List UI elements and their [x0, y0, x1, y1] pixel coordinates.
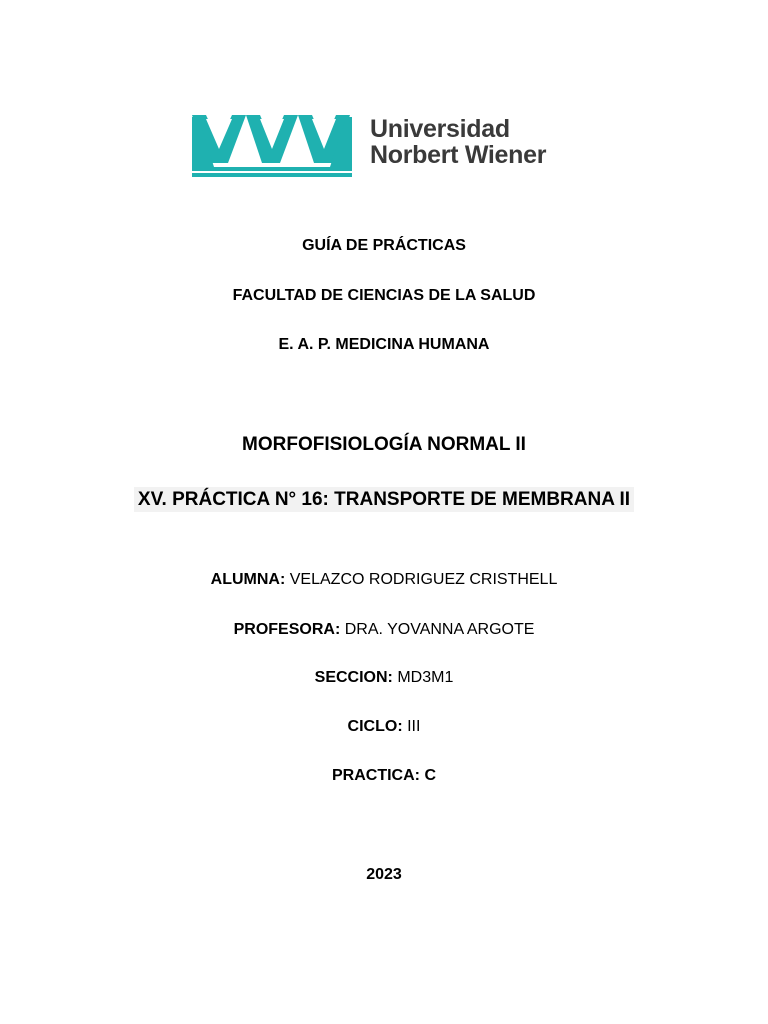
practice-title-row [0, 489, 768, 511]
cycle-row [0, 718, 768, 736]
practice-group: PRACTICA: C [332, 767, 436, 784]
year: 2023 [366, 866, 402, 883]
course-title: MORFOFISIOLOGÍA NORMAL II [242, 434, 526, 455]
university-name-line1: Universidad [370, 115, 510, 143]
section-row [0, 669, 768, 687]
university-logo [192, 113, 592, 183]
section-value: MD3M1 [397, 669, 454, 686]
university-name [370, 116, 546, 168]
professor-row [0, 621, 768, 639]
student-value: VELAZCO RODRIGUEZ CRISTHELL [289, 571, 558, 588]
school-heading: E. A. P. MEDICINA HUMANA [278, 336, 490, 353]
professor-label: PROFESORA: [233, 621, 341, 638]
faculty-heading: FACULTAD DE CIENCIAS DE LA SALUD [232, 287, 536, 304]
student-label: ALUMNA: [210, 571, 286, 588]
section-label: SECCION: [314, 669, 393, 686]
practice-title: XV. PRÁCTICA N° 16: TRANSPORTE DE MEMBRANA II [134, 487, 634, 512]
cycle-value: III [407, 718, 421, 735]
student-row [0, 571, 768, 589]
university-name-line2: Norbert Wiener [370, 141, 547, 169]
cycle-label: CICLO: [347, 718, 403, 735]
university-logo-mark-icon [192, 113, 352, 179]
professor-value: DRA. YOVANNA ARGOTE [344, 621, 535, 638]
guide-heading: GUÍA DE PRÁCTICAS [302, 237, 466, 254]
